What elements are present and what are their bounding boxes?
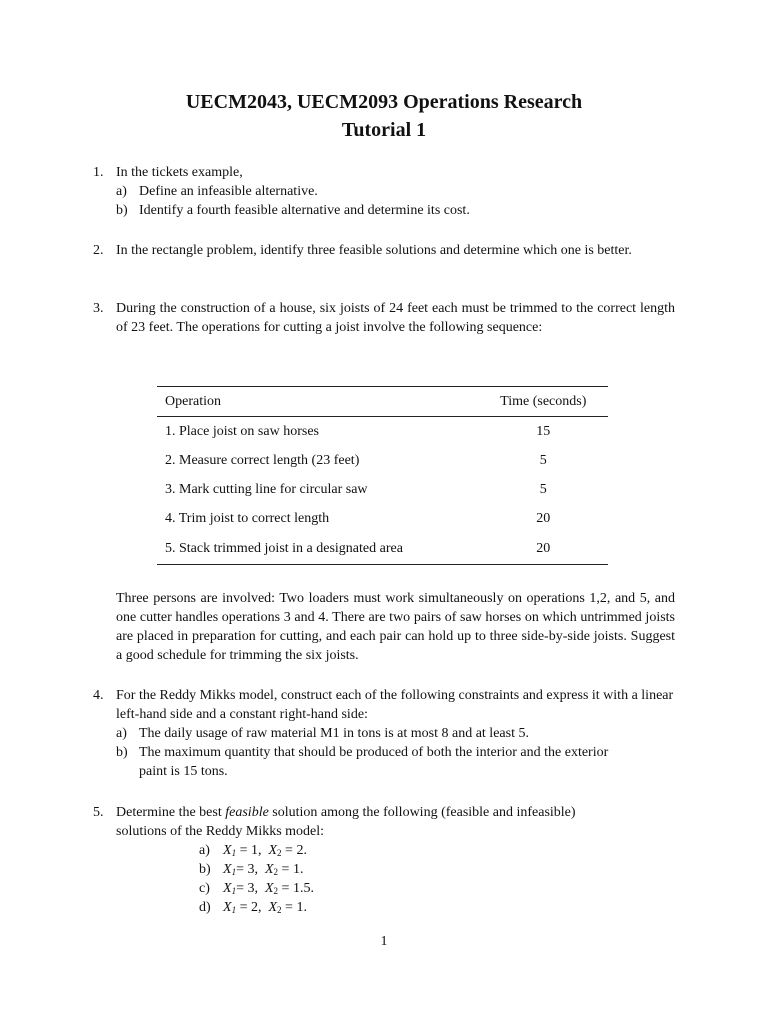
subscript: 2	[277, 905, 282, 915]
time-cell: 20	[536, 511, 551, 526]
operation-cell: 2. Measure correct length (23 feet)	[165, 453, 360, 468]
question-text: In the tickets example,	[116, 165, 243, 180]
question-number: 3.	[93, 301, 104, 316]
course-title: UECM2043, UECM2093 Operations Research	[185, 91, 583, 113]
operation-cell: 5. Stack trimmed joist in a designated area	[157, 533, 479, 565]
option-label: a)	[199, 843, 210, 858]
sub-question-a	[93, 724, 675, 743]
sub-label: b)	[116, 203, 128, 218]
question-5	[93, 803, 675, 917]
option-label: c)	[199, 881, 210, 896]
equals-sign: =	[281, 900, 297, 915]
subscript: 2	[277, 848, 282, 858]
time-cell: 5	[539, 482, 547, 497]
question-text-part: Determine the best	[116, 805, 226, 820]
x1-value: 3	[247, 881, 255, 896]
question-text: For the Reddy Mikks model, construct each of the following constraints and express it with a linear left-hand side and a constant right-hand side:	[116, 688, 674, 722]
variable-x: X	[264, 862, 274, 877]
table-row	[157, 504, 608, 533]
equals-sign: =	[236, 843, 251, 858]
variable-x: X	[223, 881, 232, 896]
question-number: 4.	[93, 688, 104, 703]
subscript: 1	[231, 886, 237, 896]
question-number: 1.	[93, 165, 104, 180]
operations-table	[157, 386, 608, 565]
variable-x: X	[223, 843, 232, 858]
sub-text: Define an infeasible alternative.	[139, 184, 318, 199]
sub-label: a)	[116, 726, 127, 741]
subscript: 2	[273, 867, 279, 877]
x2-value: 1.	[296, 900, 307, 915]
table-row	[157, 533, 608, 565]
table-header-row	[157, 387, 608, 417]
time-cell: 15	[536, 424, 551, 439]
equals-sign: =	[236, 900, 251, 915]
subscript: 1	[231, 905, 237, 915]
equals-sign: =	[236, 881, 248, 896]
table-row	[157, 475, 608, 504]
variable-x: X	[268, 843, 278, 858]
option-a: a) $X_1 = 1$, $X_2 = 2$.	[199, 843, 307, 858]
question-4	[93, 686, 675, 781]
page-number: 1	[380, 934, 388, 949]
tutorial-title: Tutorial 1	[341, 119, 427, 141]
equals-sign: =	[278, 881, 293, 896]
sub-label: b)	[116, 745, 128, 760]
column-header-operation: Operation	[157, 387, 479, 417]
option-b: b) $X_1= 3$, $X_2 = 1$.	[199, 862, 304, 877]
equals-sign: =	[236, 862, 248, 877]
x2-value: 1.5.	[292, 881, 314, 896]
question-text	[116, 803, 675, 841]
question-number: 2.	[93, 243, 104, 258]
variable-x: X	[223, 862, 232, 877]
question-3	[93, 299, 675, 337]
subscript: 2	[273, 886, 279, 896]
operation-cell: 3. Mark cutting line for circular saw	[165, 482, 368, 497]
sub-question-b	[93, 201, 675, 220]
x1-value: 2	[250, 900, 258, 915]
time-cell: 5	[539, 453, 547, 468]
table-row	[157, 417, 608, 447]
variable-x: X	[268, 900, 278, 915]
variable-x: X	[223, 900, 232, 915]
x1-value: 1	[250, 843, 258, 858]
question-3-followup: Three persons are involved: Two loaders must work simultaneously on operations 1,2, and 5, and one cutter handles operations 3 and 4. There are two pairs of saw horses on which untrimmed joists are placed in preparation for cutting, and each pair can hold up to three side-by-side joists. Suggest a good schedule for trimming the six joists.	[116, 591, 675, 663]
subscript: 1	[231, 867, 237, 877]
question-text-part: solution among the following (feasible and infeasible) solutions of the Reddy Mikks model:	[116, 805, 576, 839]
x2-value: 2.	[296, 843, 307, 858]
option-d: d) $X_1 = 2$, $X_2 = 1$.	[199, 900, 307, 915]
x2-value: 1.	[292, 862, 304, 877]
solution-options	[93, 841, 675, 917]
sub-text: The daily usage of raw material M1 in tons is at most 8 and at least 5.	[139, 726, 529, 741]
question-1	[93, 163, 675, 220]
question-2	[93, 241, 675, 260]
equals-sign: =	[278, 862, 293, 877]
equals-sign: =	[281, 843, 297, 858]
option-label: b)	[199, 862, 211, 877]
operation-cell: 4. Trim joist to correct length	[165, 511, 330, 526]
question-text: During the construction of a house, six joists of 24 feet each must be trimmed to the correct length of 23 feet. The operations for cutting a joist involve the following sequence:	[116, 301, 675, 335]
sub-label: a)	[116, 184, 127, 199]
sub-text: The maximum quantity that should be produced of both the interior and the exterior paint is 15 tons.	[139, 745, 609, 779]
sub-question-a	[93, 182, 675, 201]
option-label: d)	[199, 900, 211, 915]
variable-x: X	[264, 881, 274, 896]
operation-cell: 1. Place joist on saw horses	[165, 424, 319, 439]
x1-value: 3	[247, 862, 255, 877]
time-cell: 20	[479, 533, 608, 565]
question-text: In the rectangle problem, identify three feasible solutions and determine which one is better.	[116, 243, 632, 258]
column-header-time: Time (seconds)	[479, 387, 608, 417]
sub-question-b	[93, 743, 675, 781]
subscript: 1	[231, 848, 237, 858]
option-c: c) $X_1= 3$, $X_2 = 1.5$.	[199, 881, 314, 896]
question-number: 5.	[93, 805, 104, 820]
sub-text: Identify a fourth feasible alternative and determine its cost.	[139, 203, 470, 218]
table-row	[157, 446, 608, 475]
emphasis-text: feasible	[225, 805, 269, 820]
